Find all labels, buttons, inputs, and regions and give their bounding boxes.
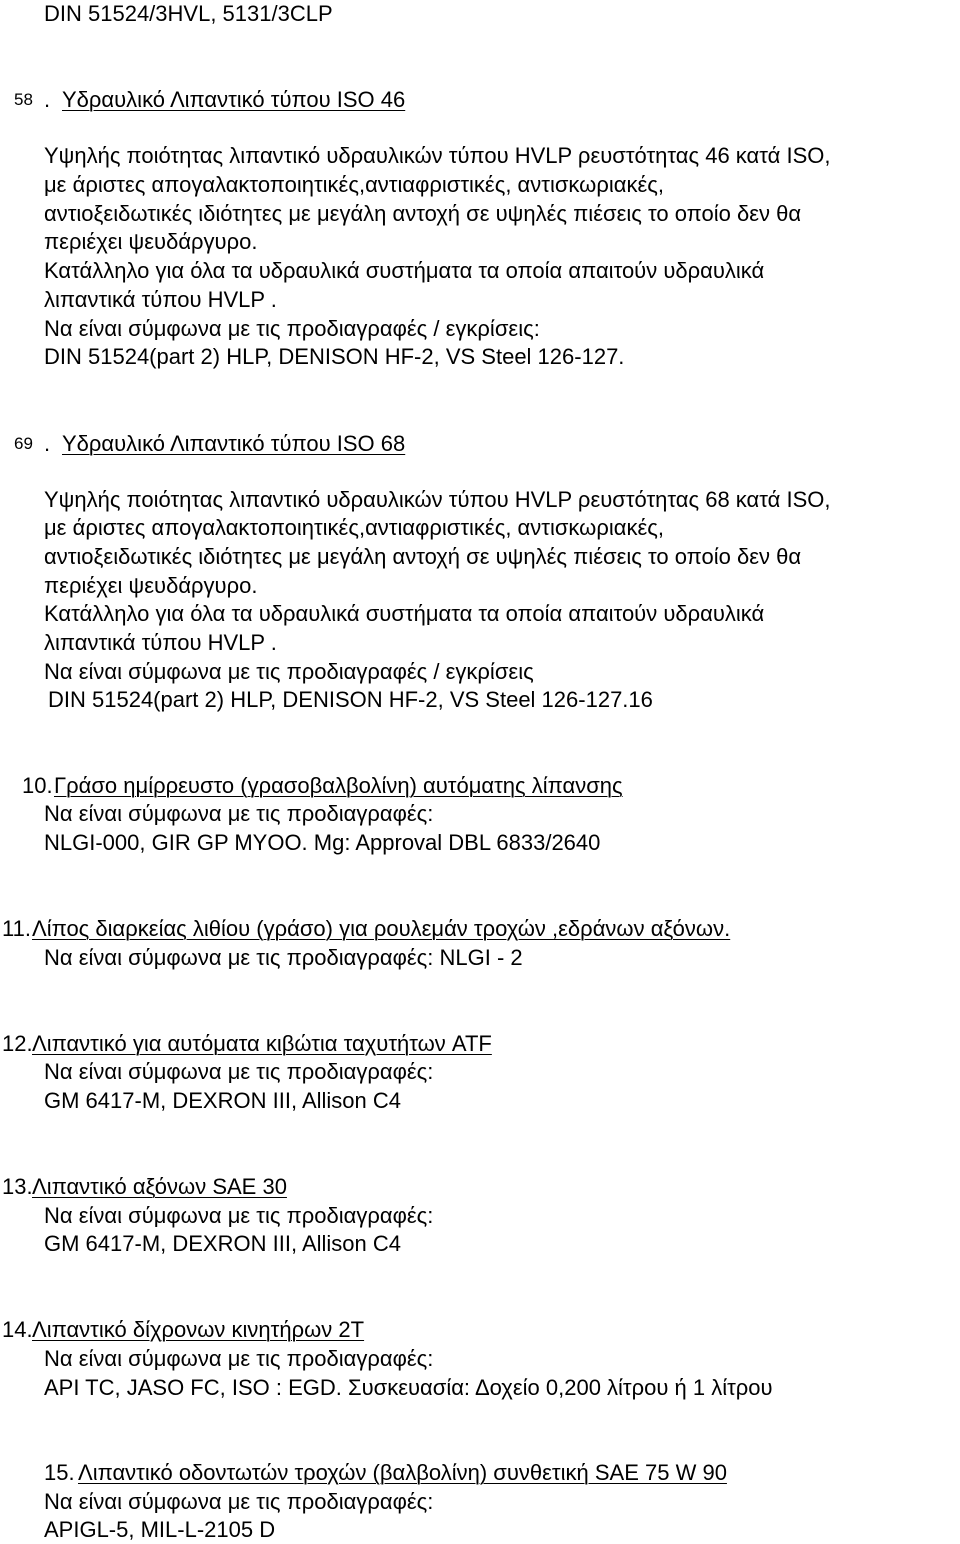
description-line: αντιοξειδωτικές ιδιότητες με μεγάλη αντοχή σε υψηλές πιέσεις το οποίο δεν θα <box>44 544 802 569</box>
description-line: Υψηλής ποιότητας λιπαντικό υδραυλικών τύπου HVLP ρευστότητας 68 κατά ISO, <box>44 487 831 512</box>
spec-label: Να είναι σύμφωνα με τις προδιαγραφές: NLGI - 2 <box>44 945 523 970</box>
section-number: 11. <box>2 916 31 941</box>
description-line: λιπαντικά τύπου HVLP . <box>44 287 277 312</box>
spec-value: API TC, JASO FC, ISO : EGD. Συσκευασία: Δοχείο 0,200 λίτρου ή 1 λίτρου <box>44 1375 773 1400</box>
spec-label: Να είναι σύμφωνα με τις προδιαγραφές / εγκρίσεις <box>44 659 534 684</box>
section-number: 15. <box>44 1460 75 1485</box>
section-title: Λιπαντικό αξόνων SAE 30 <box>32 1174 287 1199</box>
section-number: 58 <box>14 90 33 109</box>
spec-value: APIGL-5, MIL-L-2105 D <box>44 1517 276 1542</box>
section-title: Υδραυλικό Λιπαντικό τύπου ISO 68 <box>62 431 406 456</box>
description-line: Κατάλληλο για όλα τα υδραυλικά συστήματα τα οποία απαιτούν υδραυλικά <box>44 258 765 283</box>
spec-label: Να είναι σύμφωνα με τις προδιαγραφές: <box>44 1059 434 1084</box>
spec-label: Να είναι σύμφωνα με τις προδιαγραφές / εγκρίσεις: <box>44 316 540 341</box>
spec-value: DIN 51524(part 2) HLP, DENISON HF-2, VS Steel 126-127.16 <box>48 687 653 712</box>
section-title: Γράσο ημίρρευστο (γρασοβαλβολίνη) αυτόματης λίπανσης <box>54 773 623 798</box>
spec-value: GM 6417-M, DEXRON III, Allison C4 <box>44 1088 401 1113</box>
section-dot: . <box>44 431 51 456</box>
section-title: Λιπαντικό οδοντωτών τροχών (βαλβολίνη) συνθετική SAE 75 W 90 <box>78 1460 727 1485</box>
description-line: με άριστες απογαλακτοποιητικές,αντιαφριστικές, αντισκωριακές, <box>44 172 664 197</box>
top-spec-line: DIN 51524/3HVL, 5131/3CLP <box>44 1 333 26</box>
spec-label: Να είναι σύμφωνα με τις προδιαγραφές: <box>44 1346 434 1371</box>
spec-value: GM 6417-M, DEXRON III, Allison C4 <box>44 1231 401 1256</box>
section-title: Λιπαντικό δίχρονων κινητήρων 2T <box>32 1317 365 1342</box>
spec-label: Να είναι σύμφωνα με τις προδιαγραφές: <box>44 1489 434 1514</box>
section-dot: . <box>44 87 51 112</box>
spec-value: DIN 51524(part 2) HLP, DENISON HF-2, VS Steel 126-127. <box>44 344 625 369</box>
description-line: περιέχει ψευδάργυρο. <box>44 229 258 254</box>
spec-label: Να είναι σύμφωνα με τις προδιαγραφές: <box>44 1203 434 1228</box>
section-title: Υδραυλικό Λιπαντικό τύπου ISO 46 <box>62 87 406 112</box>
section-number: 10. <box>22 773 53 798</box>
section-title: Λίπος διαρκείας λιθίου (γράσο) για ρουλεμάν τροχών ,εδράνων αξόνων. <box>32 916 731 941</box>
description-line: Υψηλής ποιότητας λιπαντικό υδραυλικών τύπου HVLP ρευστότητας 46 κατά ISO, <box>44 143 831 168</box>
section-title: Λιπαντικό για αυτόματα κιβώτια ταχυτήτων ATF <box>32 1031 492 1056</box>
description-line: λιπαντικά τύπου HVLP . <box>44 630 277 655</box>
spec-value: NLGI-000, GIR GP MYOO. Mg: Approval DBL 6833/2640 <box>44 830 601 855</box>
section-number: 13. <box>2 1174 33 1199</box>
section-number: 12. <box>2 1031 33 1056</box>
description-line: περιέχει ψευδάργυρο. <box>44 573 258 598</box>
description-line: με άριστες απογαλακτοποιητικές,αντιαφριστικές, αντισκωριακές, <box>44 515 664 540</box>
description-line: Κατάλληλο για όλα τα υδραυλικά συστήματα τα οποία απαιτούν υδραυλικά <box>44 601 765 626</box>
section-number: 14. <box>2 1317 33 1342</box>
section-number: 69 <box>14 434 33 453</box>
spec-label: Να είναι σύμφωνα με τις προδιαγραφές: <box>44 801 434 826</box>
description-line: αντιοξειδωτικές ιδιότητες με μεγάλη αντοχή σε υψηλές πιέσεις το οποίο δεν θα <box>44 201 802 226</box>
